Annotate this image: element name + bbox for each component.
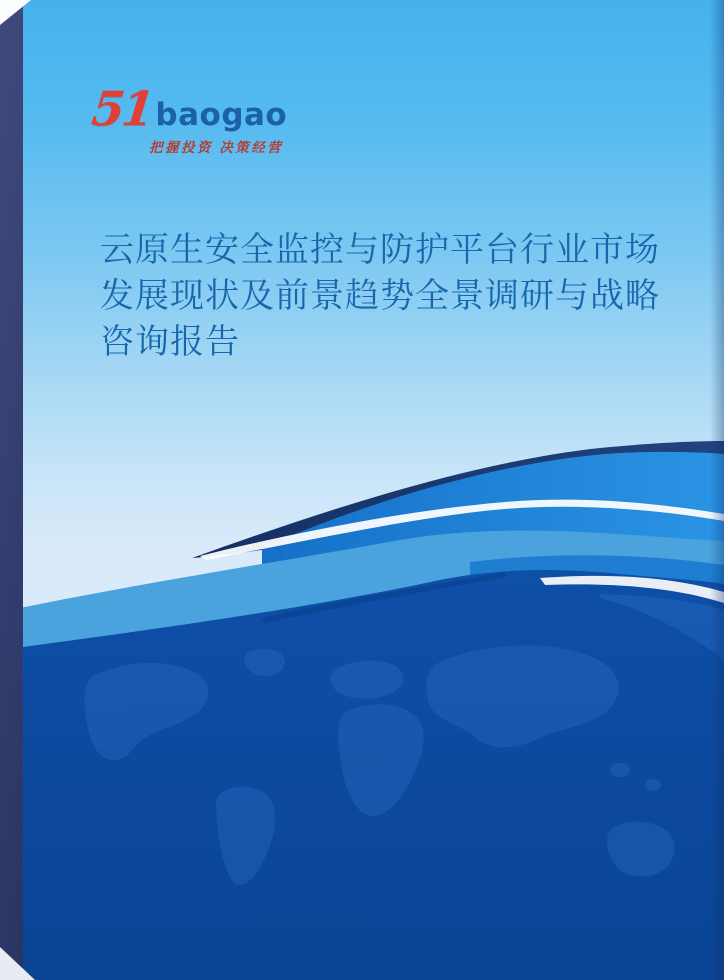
report-title-line-1: 云原生安全监控与防护平台行业市场 [100,231,660,269]
book-spine [0,0,23,980]
spine-top-corner-fold [0,0,31,25]
logo-tagline: 把握投资 决策经营 [149,140,284,155]
brand-logo [89,82,288,156]
logo-wordmark [89,82,288,137]
report-title-line-3: 咨询报告 [100,323,240,361]
report-title-line-2: 发展现状及前景趋势全景调研与战略 [100,277,660,315]
logo-51-mark: 51 [89,82,155,137]
report-title [100,227,685,365]
spine-bottom-corner-fold [0,947,35,980]
logo-baogao-text: baogao [155,97,288,133]
page-right-edge-shade [710,0,724,980]
